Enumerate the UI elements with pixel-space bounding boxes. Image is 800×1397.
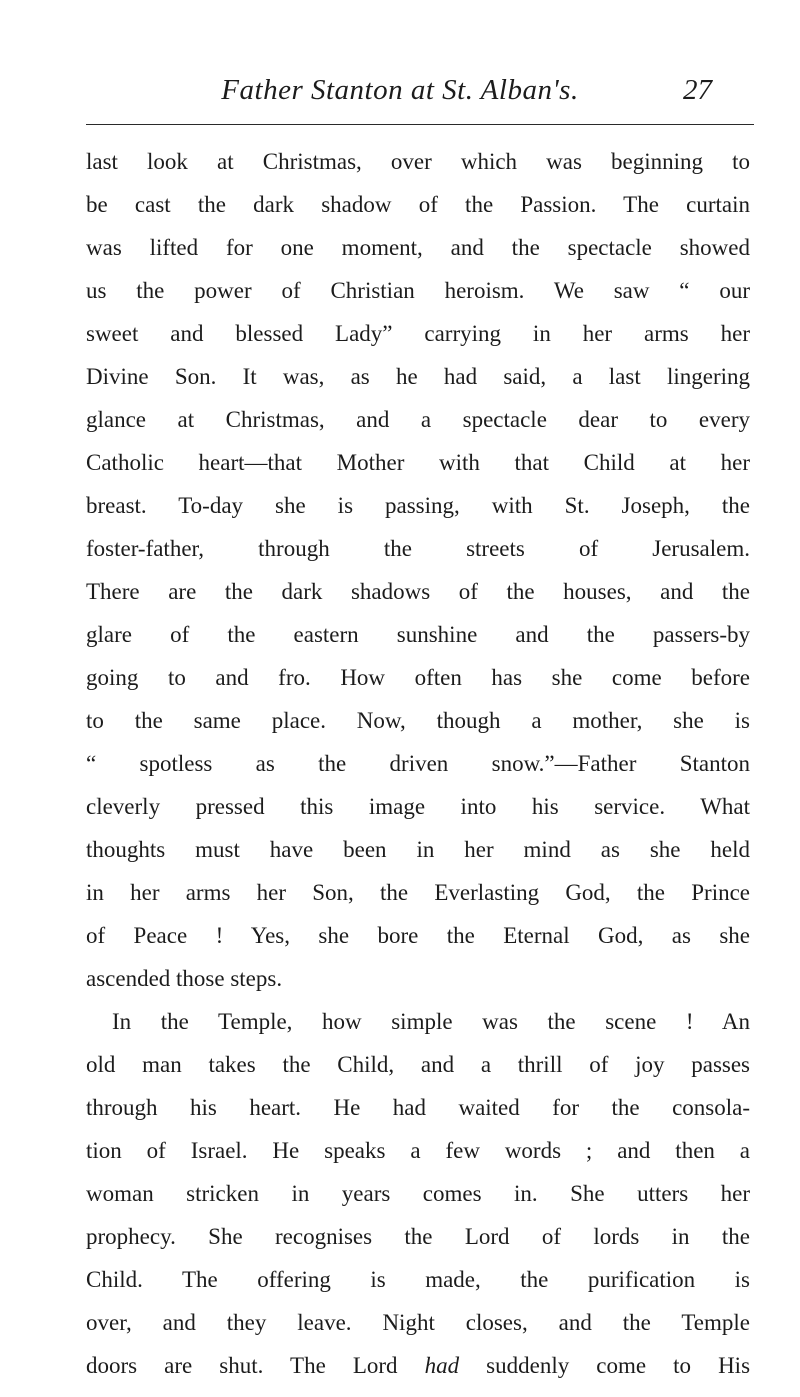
text-line: going to and fro. How often has she come before [86, 665, 750, 690]
text-line: glare of the eastern sunshine and the passers-by [86, 622, 750, 647]
text-line: Catholic heart—that Mother with that Child at her [86, 450, 750, 475]
body-text [86, 140, 750, 1387]
text-line: of Peace ! Yes, she bore the Eternal God, as she [86, 923, 750, 948]
text-line: sweet and blessed Lady” carrying in her arms her [86, 321, 750, 346]
text-line: prophecy. She recognises the Lord of lords in the [86, 1224, 750, 1249]
text-line: over, and they leave. Night closes, and the Temple [86, 1310, 750, 1335]
text-line-start: doors are shut. The Lord [86, 1353, 398, 1378]
header-rule [86, 124, 754, 125]
text-line: to the same place. Now, though a mother, she is [86, 708, 750, 733]
text-line: was lifted for one moment, and the spectacle showed [86, 235, 750, 260]
text-line: old man takes the Child, and a thrill of joy passes [86, 1052, 750, 1077]
text-line: woman stricken in years comes in. She utters her [86, 1181, 750, 1206]
text-line: Divine Son. It was, as he had said, a last lingering [86, 364, 750, 389]
text-line-final [86, 1344, 750, 1387]
text-line: glance at Christmas, and a spectacle dear to every [86, 407, 750, 432]
text-line: There are the dark shadows of the houses, and the [86, 579, 750, 604]
running-title: Father Stanton at St. Alban's. [221, 74, 579, 106]
text-line: foster-father, through the streets of Jerusalem. [86, 536, 750, 561]
text-line: tion of Israel. He speaks a few words ; and then a [86, 1138, 750, 1163]
text-line: thoughts must have been in her mind as she held [86, 837, 750, 862]
text-line-end: suddenly come to His [486, 1353, 751, 1378]
text-line: through his heart. He had waited for the consola- [86, 1095, 750, 1120]
text-line: in her arms her Son, the Everlasting God, the Prince [86, 880, 750, 905]
running-head [0, 70, 800, 110]
emphasis-had: had [424, 1353, 460, 1378]
text-line: breast. To-day she is passing, with St. Joseph, the [86, 493, 750, 518]
text-line: cleverly pressed this image into his service. What [86, 794, 750, 819]
text-line: In the Temple, how simple was the scene ! An [112, 1009, 750, 1034]
text-line: be cast the dark shadow of the Passion. The curtain [86, 192, 750, 217]
text-line: Child. The offering is made, the purification is [86, 1267, 750, 1292]
text-line: ascended those steps. [86, 966, 283, 991]
text-line: last look at Christmas, over which was beginning to [86, 149, 750, 174]
page-number: 27 [683, 74, 712, 106]
text-line: us the power of Christian heroism. We saw “ our [86, 278, 750, 303]
text-line: “ spotless as the driven snow.”—Father Stanton [86, 751, 750, 776]
